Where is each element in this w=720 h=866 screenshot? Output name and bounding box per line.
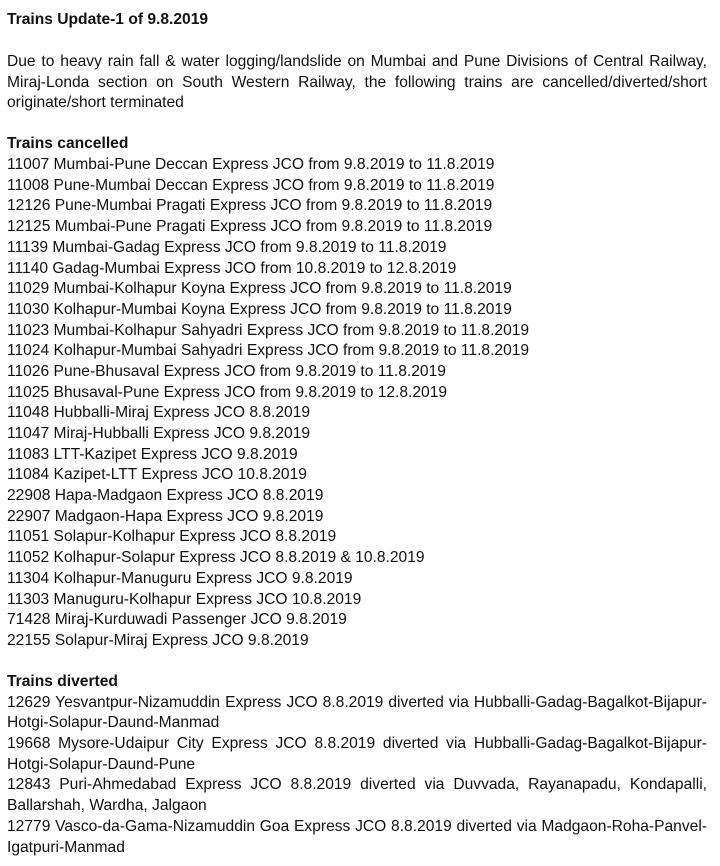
intro-paragraph: Due to heavy rain fall & water logging/landslide on Mumbai and Pune Divisions of Central Railway, Miraj-Londa section on South Western Railway, the following trains are cancelled/diverted/short originate/short terminated (7, 53, 707, 112)
cancelled-item: 11084 Kazipet-LTT Express JCO 10.8.2019 (7, 466, 307, 484)
cancelled-item: 11024 Kolhapur-Mumbai Sahyadri Express JCO from 9.8.2019 to 11.8.2019 (7, 342, 530, 360)
cancelled-item: 11083 LTT-Kazipet Express JCO 9.8.2019 (7, 445, 298, 463)
cancelled-item: 11047 Miraj-Hubballi Express JCO 9.8.2019 (7, 425, 311, 443)
cancelled-item: 11029 Mumbai-Kolhapur Koyna Express JCO from 9.8.2019 to 11.8.2019 (7, 280, 512, 298)
diverted-list (7, 693, 707, 859)
cancelled-item: 11052 Kolhapur-Solapur Express JCO 8.8.2019 & 10.8.2019 (7, 549, 425, 567)
cancelled-item: 11139 Mumbai-Gadag Express JCO from 9.8.2019 to 11.8.2019 (7, 238, 447, 256)
cancelled-heading: Trains cancelled (7, 135, 129, 153)
diverted-heading: Trains diverted (7, 672, 118, 690)
cancelled-item: 11303 Manuguru-Kolhapur Express JCO 10.8.2019 (7, 590, 362, 608)
diverted-item: 12629 Yesvantpur-Nizamuddin Express JCO 8.8.2019 diverted via Hubballi-Gadag-Bagalkot-Bijapur-Hotgi-Solapur-Daund-Manmad (7, 693, 707, 732)
cancelled-item: 22907 Madgaon-Hapa Express JCO 9.8.2019 (7, 507, 324, 525)
cancelled-list (7, 155, 707, 652)
cancelled-item: 11030 Kolhapur-Mumbai Koyna Express JCO from 9.8.2019 to 11.8.2019 (7, 300, 512, 318)
diverted-item: 12843 Puri-Ahmedabad Express JCO 8.8.2019 diverted via Duvvada, Rayanapadu, Kondapalli, Ballarshah, Wardha, Jalgaon (7, 776, 707, 815)
cancelled-item: 11023 Mumbai-Kolhapur Sahyadri Express JCO from 9.8.2019 to 11.8.2019 (7, 321, 530, 339)
cancelled-item: 11140 Gadag-Mumbai Express JCO from 10.8.2019 to 12.8.2019 (7, 259, 457, 277)
document-title: Trains Update-1 of 9.8.2019 (7, 11, 209, 28)
cancelled-item: 22908 Hapa-Madgaon Express JCO 8.8.2019 (7, 487, 324, 505)
cancelled-item: 12125 Mumbai-Pune Pragati Express JCO from 9.8.2019 to 11.8.2019 (7, 218, 493, 236)
cancelled-item: 12126 Pune-Mumbai Pragati Express JCO from 9.8.2019 to 11.8.2019 (7, 197, 493, 215)
cancelled-item: 11008 Pune-Mumbai Deccan Express JCO from 9.8.2019 to 11.8.2019 (7, 176, 495, 194)
diverted-item: 12779 Vasco-da-Gama-Nizamuddin Goa Express JCO 8.8.2019 diverted via Madgaon-Roha-Panvel-Igatpuri-Manmad (7, 817, 707, 856)
cancelled-item: 11025 Bhusaval-Pune Express JCO from 9.8.2019 to 12.8.2019 (7, 383, 448, 401)
cancelled-item: 71428 Miraj-Kurduwadi Passenger JCO 9.8.2019 (7, 611, 347, 629)
cancelled-item: 11007 Mumbai-Pune Deccan Express JCO from 9.8.2019 to 11.8.2019 (7, 156, 495, 174)
cancelled-item: 11048 Hubballi-Miraj Express JCO 8.8.2019 (7, 404, 311, 422)
cancelled-item: 11304 Kolhapur-Manuguru Express JCO 9.8.2019 (7, 569, 353, 587)
document-page (7, 10, 707, 858)
cancelled-item: 11051 Solapur-Kolhapur Express JCO 8.8.2019 (7, 528, 337, 546)
cancelled-item: 22155 Solapur-Miraj Express JCO 9.8.2019 (7, 631, 309, 649)
diverted-item: 19668 Mysore-Udaipur City Express JCO 8.8.2019 diverted via Hubballi-Gadag-Bagalkot-Bijapur-Hotgi-Solapur-Daund-Pune (7, 735, 707, 773)
cancelled-item: 11026 Pune-Bhusaval Express JCO from 9.8.2019 to 11.8.2019 (7, 362, 446, 380)
